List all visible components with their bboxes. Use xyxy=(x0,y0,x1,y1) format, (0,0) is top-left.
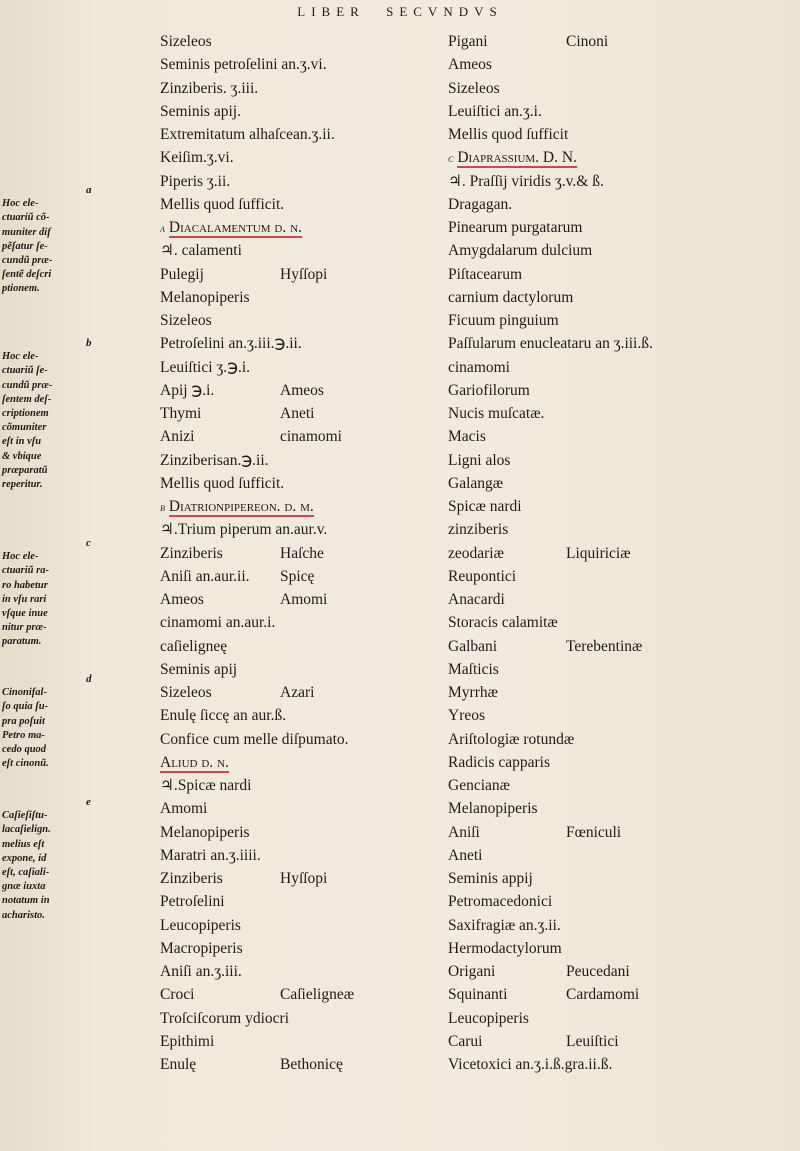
recipe-line xyxy=(160,265,328,285)
recipe-line xyxy=(160,823,250,843)
ingredient-text: Seminis petroſelini an.ʒ.vi. xyxy=(160,56,327,74)
recipe-line xyxy=(160,939,243,959)
ingredient-text: Maratri an.ʒ.iiii. xyxy=(160,846,261,864)
gloss-line: pẽſatur ſe- xyxy=(2,240,48,252)
ingredient-text: Pulegij xyxy=(160,265,204,283)
recipe-line xyxy=(160,613,275,633)
ingredient-text: Hermodactylorum xyxy=(448,939,562,957)
recipe-line xyxy=(448,520,508,540)
recipe-line xyxy=(160,567,315,587)
ingredient-text: Petroſelini an.ʒ.iii.℈.ii. xyxy=(160,335,302,353)
ingredient-text-second: Leuiſtici xyxy=(566,1032,619,1050)
ingredient-text: Aniſi an.aur.ii. xyxy=(160,567,250,585)
ingredient-text-second: Cardamomi xyxy=(566,986,640,1004)
recipe-line xyxy=(448,311,559,331)
ingredient-text: Keiſim.ʒ.vi. xyxy=(160,149,234,167)
gloss-line: eſt cinonũ. xyxy=(2,758,49,770)
recipe-line xyxy=(448,776,510,796)
ingredient-text: Aniſi an.ʒ.iii. xyxy=(160,963,242,980)
gloss-line: ſentẽ deſcri xyxy=(2,269,52,281)
recipe-heading: Diapraſſium. D. N. xyxy=(457,149,577,167)
recipe-line xyxy=(448,753,550,773)
recipe-line xyxy=(160,288,250,308)
recipe-line xyxy=(160,241,242,261)
ingredient-text: Sizeleos xyxy=(160,33,212,50)
marginal-gloss xyxy=(2,336,152,492)
gloss-line: cedo quod xyxy=(2,744,47,756)
recipe-line xyxy=(448,823,622,843)
gloss-letter: b xyxy=(86,337,92,349)
recipe-line xyxy=(160,148,234,168)
gloss-line: Hoc ele- xyxy=(2,351,39,363)
gloss-line: lacaſielign. xyxy=(2,824,51,836)
gloss-line: eſt, caſiali- xyxy=(2,867,50,879)
recipe-line xyxy=(448,916,561,936)
recipe-line xyxy=(448,962,630,982)
ingredient-text: Galangæ xyxy=(448,474,504,492)
recipe-line xyxy=(160,102,241,122)
ingredient-text: Mellis quod ſufficit. xyxy=(160,195,285,213)
recipe-line xyxy=(448,32,609,52)
recipe-line xyxy=(448,544,631,564)
ingredient-text: Aniſi xyxy=(448,823,480,841)
ingredient-text: zinziberis xyxy=(448,521,509,539)
recipe-line xyxy=(160,404,315,424)
ingredient-text-second: Hyſſopi xyxy=(280,870,328,887)
ingredient-text: ♃.Trium piperum an.aur.v. xyxy=(160,521,328,539)
recipe-line xyxy=(448,125,568,145)
ingredient-text: caſieligneę xyxy=(160,637,228,655)
ingredient-text-second: Bethonicę xyxy=(280,1056,343,1073)
recipe-line xyxy=(160,55,327,75)
gloss-line: reperitur. xyxy=(2,479,43,491)
recipe-line xyxy=(160,358,250,378)
gloss-line: criptionem xyxy=(2,408,49,420)
gloss-line: gnæ iuxta xyxy=(2,881,46,893)
ingredient-text: zeodariæ xyxy=(448,544,504,562)
ingredient-text: Extremitatum alhaſcean.ʒ.ii. xyxy=(160,126,335,143)
gloss-line: & vbique xyxy=(2,450,42,462)
gloss-line: Hoc ele- xyxy=(2,198,39,210)
gloss-line: ſo quia ſu- xyxy=(2,701,49,713)
gloss-letter: a xyxy=(86,184,92,196)
ingredient-text: Galbani xyxy=(448,637,498,655)
recipe-line xyxy=(448,404,544,424)
recipe-heading: Aliud d. n. xyxy=(160,753,229,771)
recipe-line xyxy=(160,474,284,494)
gloss-line: Cinonifal- xyxy=(2,687,47,699)
ingredient-text: Yreos xyxy=(448,707,486,725)
ingredient-text: Amygdalarum dulcium xyxy=(448,242,593,260)
ingredient-text: Storacis calamitæ xyxy=(448,614,558,632)
recipe-line xyxy=(160,916,241,936)
ingredient-text: Maſticis xyxy=(448,660,499,678)
ingredient-text: Confice cum melle diſpumato. xyxy=(160,730,349,748)
gloss-line: vſque inue xyxy=(2,608,48,620)
ingredient-text: Paſſularum enucleataru an ʒ.iii.ß. xyxy=(448,335,653,353)
ingredient-text: Macropiperis xyxy=(160,939,243,957)
ingredient-text-second: Amomi xyxy=(280,591,328,608)
ingredient-text: Thymi xyxy=(160,405,202,422)
recipe-line xyxy=(160,125,335,145)
ingredient-text: Petromacedonici xyxy=(448,893,553,911)
ingredient-text: Enulę ſiccę an aur.ß. xyxy=(160,707,287,725)
recipe-line xyxy=(160,753,229,773)
ingredient-text: Ariſtologiæ rotundæ xyxy=(448,730,575,748)
gloss-letter: e xyxy=(86,796,91,808)
gloss-line: nitur præ- xyxy=(2,622,47,634)
ingredient-text: Squinanti xyxy=(448,986,508,1004)
gloss-line: notatum in xyxy=(2,895,50,907)
running-head-left: LIBER xyxy=(297,4,365,19)
ingredient-text: Anacardi xyxy=(448,591,505,608)
marginal-gloss xyxy=(2,536,152,650)
ingredient-text: Leuiſtici ʒ.℈.i. xyxy=(160,358,251,376)
ingredient-text: Dragagan. xyxy=(448,195,513,213)
recipe-line xyxy=(160,869,328,889)
recipe-line xyxy=(160,985,355,1005)
gloss-line: pra poſuit xyxy=(2,715,45,727)
recipe-line xyxy=(448,497,522,517)
ingredient-text: Sizeleos xyxy=(160,684,212,701)
gloss-line: Hoc ele- xyxy=(2,551,39,563)
ingredient-text-second: cinamomi xyxy=(280,428,342,446)
ingredient-text: Nucis muſcatæ. xyxy=(448,405,545,422)
recipe-line xyxy=(160,497,314,517)
ingredient-text: Sizeleos xyxy=(448,79,500,97)
ingredient-text: Macis xyxy=(448,428,486,446)
ingredient-text: Vicetoxici an.ʒ.i.ß.gra.ii.ß. xyxy=(448,1056,613,1073)
gloss-line: melius eſt xyxy=(2,838,45,850)
running-head xyxy=(0,4,800,20)
recipe-line xyxy=(448,1009,529,1029)
recipe-line xyxy=(448,427,486,447)
ingredient-text: Piſtacearum xyxy=(448,265,523,283)
ingredient-text: Petroſelini xyxy=(160,893,225,911)
recipe-line xyxy=(448,102,542,122)
recipe-line xyxy=(448,799,538,819)
ingredient-text: Zinziberis xyxy=(160,870,223,887)
marginal-gloss xyxy=(2,672,152,771)
recipe-line xyxy=(160,962,242,982)
ingredient-text: Leuiſtici an.ʒ.i. xyxy=(448,102,542,120)
recipe-line xyxy=(448,451,510,471)
ingredient-text: ♃. Praſſij viridis ʒ.v.& ß. xyxy=(448,172,604,190)
ingredient-text: ♃. calamenti xyxy=(160,242,242,260)
gloss-line: in vſu rari xyxy=(2,593,47,605)
ingredient-text: Croci xyxy=(160,986,195,1004)
gloss-line: muniter dif xyxy=(2,226,51,238)
ingredient-text-second: Liquiriciæ xyxy=(566,544,631,562)
ingredient-text: Myrrhæ xyxy=(448,684,498,701)
recipe-line xyxy=(448,567,516,587)
gloss-line: paratum. xyxy=(2,636,42,648)
note-marker: c xyxy=(448,151,454,166)
ingredient-text: Zinziberisan.℈.ii. xyxy=(160,451,269,469)
ingredient-text: Origani xyxy=(448,963,496,980)
ingredient-text: Saxifragiæ an.ʒ.ii. xyxy=(448,916,561,934)
recipe-line xyxy=(448,1032,619,1052)
ingredient-text: Seminis apij. xyxy=(160,102,241,120)
ingredient-text-second: Spicę xyxy=(280,567,315,585)
ingredient-text-second: Peucedani xyxy=(566,963,630,980)
gloss-line: Petro ma- xyxy=(2,729,45,741)
ingredient-text: cinamomi an.aur.i. xyxy=(160,614,276,632)
recipe-line xyxy=(160,451,269,471)
ingredient-text: Melanopiperis xyxy=(160,823,250,841)
recipe-line xyxy=(160,637,227,657)
recipe-line xyxy=(448,892,552,912)
recipe-line xyxy=(160,1032,214,1052)
recipe-line xyxy=(448,334,653,354)
recipe-line xyxy=(448,730,574,750)
recipe-line xyxy=(448,706,485,726)
ingredient-text: Pinearum purgatarum xyxy=(448,219,583,236)
ingredient-text: Leucopiperis xyxy=(160,916,241,934)
recipe-line xyxy=(160,730,349,750)
ingredient-text: Epithimi xyxy=(160,1032,215,1050)
recipe-line xyxy=(160,776,251,796)
gloss-line: Caſieſiſtu- xyxy=(2,810,48,822)
ingredient-text: Zinziberis xyxy=(160,544,223,562)
ingredient-text: Ligni alos xyxy=(448,451,511,469)
recipe-line xyxy=(448,55,492,75)
recipe-line xyxy=(160,218,302,238)
ingredient-text: Amomi xyxy=(160,800,208,818)
ingredient-text: Zinziberis. ʒ.iii. xyxy=(160,79,259,97)
ingredient-text: Pigani xyxy=(448,33,488,50)
running-head-right: SECVNDVS xyxy=(386,4,503,19)
ingredient-text: Ameos xyxy=(160,591,204,608)
ingredient-text-second: Haſche xyxy=(280,544,324,562)
ingredient-text: Spicæ nardi xyxy=(448,498,522,515)
ingredient-text: Reupontici xyxy=(448,567,517,585)
ingredient-text: Troſciſcorum ydiocri xyxy=(160,1009,290,1027)
recipe-line xyxy=(160,381,324,401)
recipe-line xyxy=(160,334,302,354)
recipe-line xyxy=(448,79,500,99)
recipe-line xyxy=(160,706,286,726)
ingredient-text-second: Aneti xyxy=(280,405,315,422)
recipe-line xyxy=(448,148,577,168)
recipe-line xyxy=(160,660,237,680)
ingredient-text-second: Ameos xyxy=(280,381,324,399)
recipe-line xyxy=(160,683,315,703)
recipe-line xyxy=(160,427,342,447)
ingredient-text: Seminis appij xyxy=(448,870,533,887)
recipe-line xyxy=(448,1055,612,1075)
gloss-line: cõmuniter xyxy=(2,422,47,434)
recipe-line xyxy=(160,311,212,331)
recipe-line xyxy=(448,939,562,959)
ingredient-text: Aneti xyxy=(448,846,483,864)
ingredient-text: Seminis apij xyxy=(160,660,238,678)
recipe-line xyxy=(160,195,284,215)
recipe-line xyxy=(448,172,604,192)
ingredient-text-second: Terebentinæ xyxy=(566,637,643,655)
ingredient-text: Gariofilorum xyxy=(448,381,530,399)
recipe-line xyxy=(160,544,324,564)
recipe-line xyxy=(448,590,505,610)
ingredient-text: Sizeleos xyxy=(160,312,212,329)
gloss-letter: d xyxy=(86,673,92,685)
ingredient-text-second: Azari xyxy=(280,684,315,701)
recipe-line xyxy=(448,358,510,378)
gloss-line: ro habetur xyxy=(2,579,48,591)
recipe-line xyxy=(160,799,207,819)
recipe-line xyxy=(160,172,230,192)
ingredient-text: Anizi xyxy=(160,428,195,446)
ingredient-text: Mellis quod ſufficit xyxy=(448,126,569,143)
recipe-line xyxy=(448,241,592,261)
recipe-line xyxy=(448,985,640,1005)
note-marker: a xyxy=(160,221,165,235)
recipe-line xyxy=(448,288,573,308)
recipe-line xyxy=(160,520,327,540)
ingredient-text-second: Caſieligneæ xyxy=(280,986,355,1004)
ingredient-text: Piperis ʒ.ii. xyxy=(160,172,231,190)
gloss-line: ctuariũ cõ- xyxy=(2,212,50,224)
recipe-line xyxy=(160,846,261,866)
ingredient-text: Leucopiperis xyxy=(448,1009,529,1027)
ingredient-text-second: Cinoni xyxy=(566,33,609,50)
recipe-line xyxy=(160,892,225,912)
gloss-line: ctuariũ ſe- xyxy=(2,365,48,377)
recipe-line xyxy=(448,683,498,703)
recipe-line xyxy=(160,590,328,610)
ingredient-text: ♃.Spicæ nardi xyxy=(160,777,252,794)
ingredient-text: Melanopiperis xyxy=(160,288,250,306)
recipe-line xyxy=(448,381,530,401)
ingredient-text: Apij ℈.i. xyxy=(160,381,215,399)
recipe-line xyxy=(448,474,503,494)
recipe-line xyxy=(160,1055,343,1075)
gloss-line: eſt in vſu xyxy=(2,436,42,448)
recipe-line xyxy=(448,265,522,285)
gloss-line: ſentem deſ- xyxy=(2,393,52,405)
recipe-line xyxy=(160,32,212,52)
recipe-line xyxy=(160,79,258,99)
recipe-line xyxy=(448,869,533,889)
marginal-gloss xyxy=(2,795,152,923)
ingredient-text: carnium dactylorum xyxy=(448,288,574,306)
note-marker: b xyxy=(160,500,165,514)
ingredient-text-second: Hyſſopi xyxy=(280,265,328,283)
gloss-line: acharisto. xyxy=(2,909,45,921)
gloss-line: cundũ præ- xyxy=(2,255,53,267)
gloss-line: expone, id xyxy=(2,852,47,864)
ingredient-text: Enulę xyxy=(160,1056,197,1073)
ingredient-text: Melanopiperis xyxy=(448,800,538,818)
recipe-heading: Diatrionpipereon. d. m. xyxy=(168,498,314,515)
ingredient-text: Ameos xyxy=(448,56,492,74)
recipe-line xyxy=(448,195,512,215)
recipe-line xyxy=(160,1009,289,1029)
gloss-letter: c xyxy=(86,537,91,549)
recipe-heading: Diacalamentum d. n. xyxy=(168,219,302,236)
recipe-line xyxy=(448,218,582,238)
ingredient-text: Radicis capparis xyxy=(448,753,551,771)
ingredient-text: Ficuum pinguium xyxy=(448,312,559,329)
gloss-line: præparatũ xyxy=(2,464,48,476)
marginal-gloss xyxy=(2,183,152,297)
gloss-line: ptionem. xyxy=(2,283,40,295)
recipe-line xyxy=(448,613,558,633)
recipe-line xyxy=(448,846,482,866)
ingredient-text: cinamomi xyxy=(448,358,510,376)
ingredient-text: Carui xyxy=(448,1032,483,1050)
recipe-line xyxy=(448,637,643,657)
ingredient-text-second: Fœniculi xyxy=(566,823,622,841)
gloss-line: cundũ præ- xyxy=(2,379,53,391)
ingredient-text: Gencianæ xyxy=(448,777,510,794)
recipe-line xyxy=(448,660,499,680)
ingredient-text: Mellis quod ſufficit. xyxy=(160,474,285,492)
gloss-line: ctuariũ ra- xyxy=(2,565,49,577)
